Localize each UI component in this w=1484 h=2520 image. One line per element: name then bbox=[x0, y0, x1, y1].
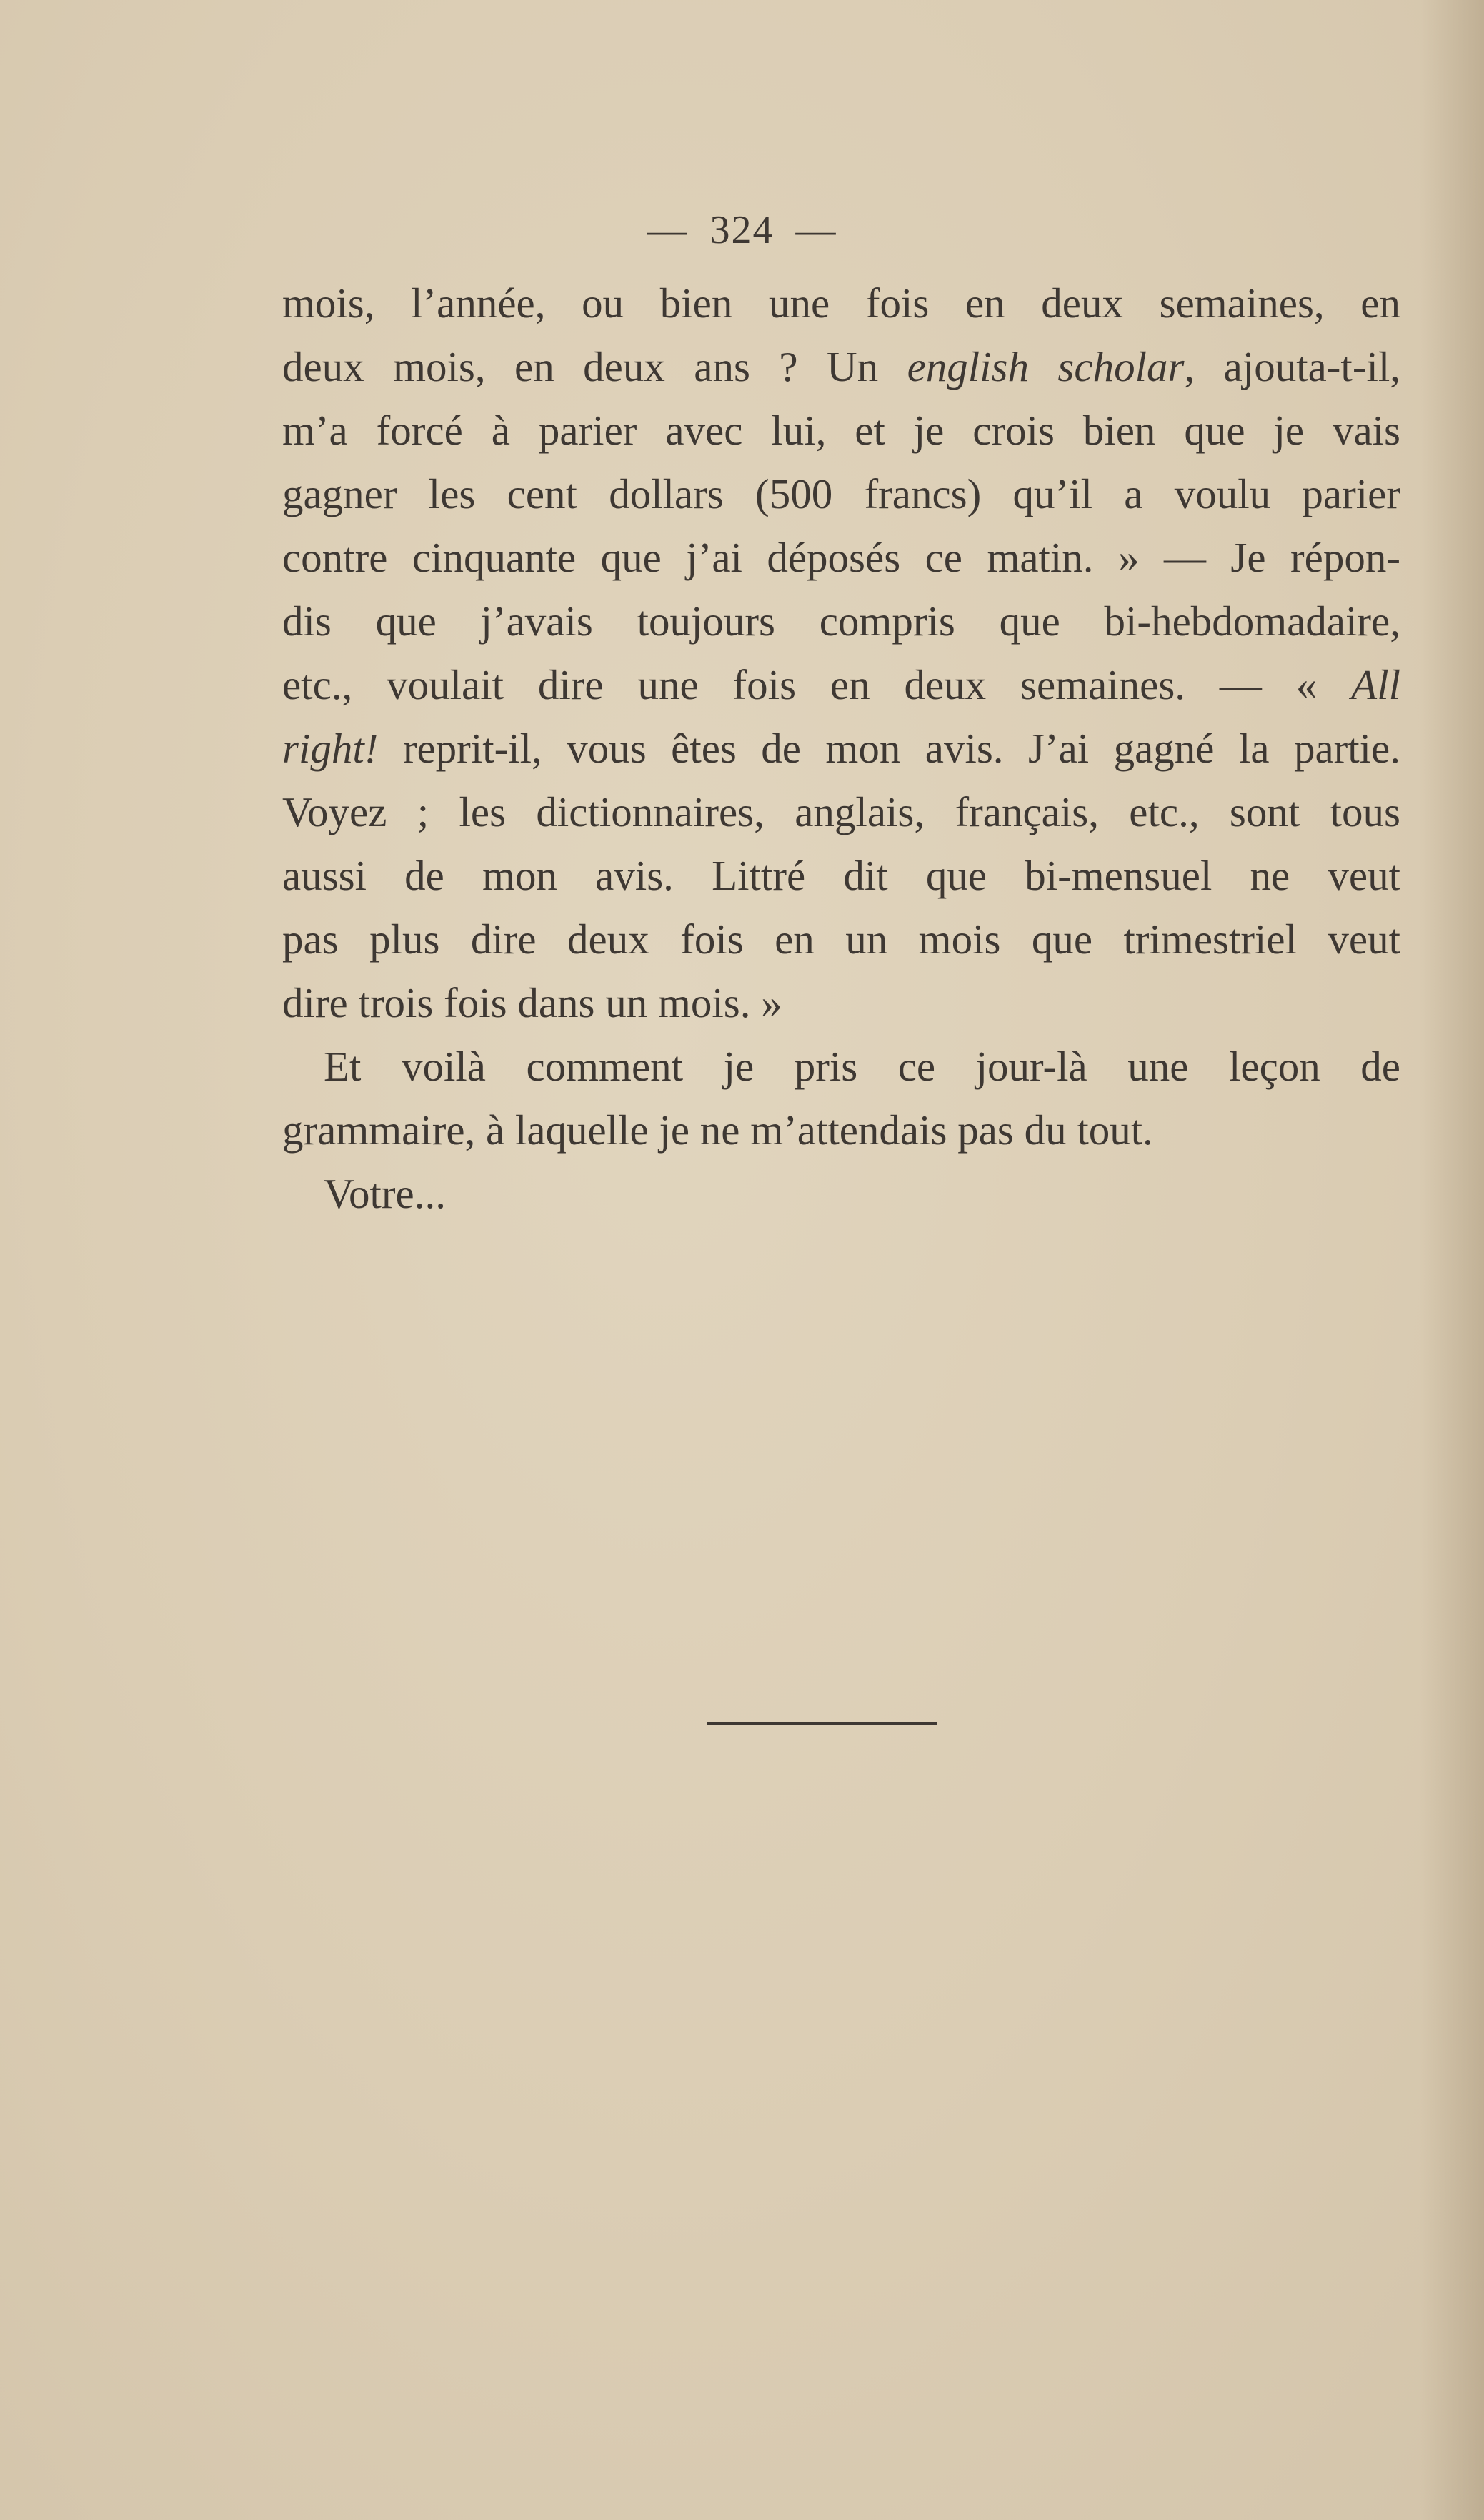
text-line: etc., voulait dire une fois en deux semaines. — « All bbox=[282, 661, 1400, 708]
page-number-value: 324 bbox=[709, 208, 775, 252]
page-number: — 324 — bbox=[647, 208, 837, 252]
text-line: dire trois fois dans un mois. » bbox=[282, 979, 782, 1026]
text-line: dis que j’avais toujours compris que bi-hebdomadaire, bbox=[282, 597, 1400, 645]
text-line: mois, l’année, ou bien une fois en deux semaines, en bbox=[282, 279, 1400, 327]
text-line: deux mois, en deux ans ? Un english scholar, ajouta-t-il, bbox=[282, 343, 1401, 390]
text-line: gagner les cent dollars (500 francs) qu’il a voulu parier bbox=[282, 470, 1400, 517]
closing-line: Votre... bbox=[324, 1170, 446, 1217]
section-divider-rule bbox=[707, 1722, 937, 1725]
text-line: contre cinquante que j’ai déposés ce matin. » — Je répon- bbox=[282, 534, 1400, 581]
text-line: m’a forcé à parier avec lui, et je crois bien que je vais bbox=[282, 407, 1400, 454]
body-text bbox=[282, 272, 1400, 1226]
text-line: pas plus dire deux fois en un mois que trimestriel veut bbox=[282, 916, 1400, 963]
text-line: Voyez ; les dictionnaires, anglais, français, etc., sont tous bbox=[282, 788, 1400, 835]
italic-phrase: english scholar bbox=[907, 343, 1185, 390]
text-line: right! reprit-il, vous êtes de mon avis. J’ai gagné la partie. bbox=[282, 725, 1400, 772]
italic-phrase: All bbox=[1351, 661, 1400, 708]
text-line: aussi de mon avis. Littré dit que bi-mensuel ne veut bbox=[282, 852, 1400, 899]
text-line: grammaire, à laquelle je ne m’attendais pas du tout. bbox=[282, 1106, 1153, 1154]
text-line: Et voilà comment je pris ce jour-là une leçon de bbox=[324, 1043, 1400, 1090]
italic-phrase: right! bbox=[282, 725, 379, 772]
